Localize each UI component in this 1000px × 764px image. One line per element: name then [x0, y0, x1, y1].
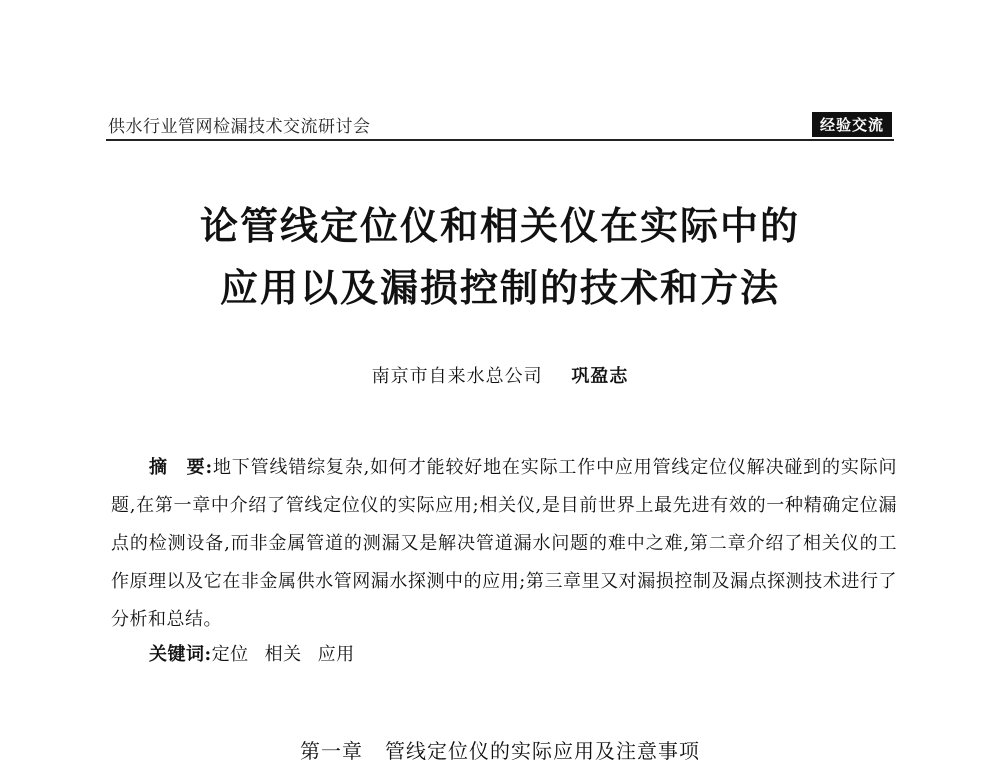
abstract	[111, 449, 897, 639]
chapter-title: 管线定位仪的实际应用及注意事项	[385, 739, 700, 763]
abstract-label: 摘 要:	[149, 457, 213, 478]
author-name: 巩盈志	[571, 366, 629, 387]
abstract-text: 地下管线错综复杂,如何才能较好地在实际工作中应用管线定位仪解决碰到的实际问题,在第一章中介绍了管线定位仪的实际应用;相关仪,是目前世界上最先进有效的一种精确定位漏点的检测设备,而非金属管道的测漏又是解决管道漏水问题的难中之难,第二章介绍了相关仪的工作原理以及它在非金属供水管网漏水探测中的应用;第三章里又对漏损控制及漏点探测技术进行了分析和总结。	[111, 457, 897, 630]
header-rule	[106, 139, 894, 141]
article-title	[0, 195, 1000, 319]
section-badge: 经验交流	[812, 112, 892, 137]
author-line	[0, 362, 1000, 388]
running-header-title: 供水行业管网检漏技术交流研讨会	[108, 117, 371, 137]
keywords	[149, 640, 371, 666]
chapter-number: 第一章	[300, 739, 363, 763]
keywords-label: 关键词:	[149, 644, 212, 665]
title-line-2: 应用以及漏损控制的技术和方法	[219, 266, 780, 310]
affiliation: 南京市自来水总公司	[371, 366, 543, 387]
title-line-1: 论管线定位仪和相关仪在实际中的	[199, 204, 800, 248]
keyword: 应用	[317, 644, 355, 665]
keyword: 定位	[211, 644, 249, 665]
keyword: 相关	[264, 644, 302, 665]
